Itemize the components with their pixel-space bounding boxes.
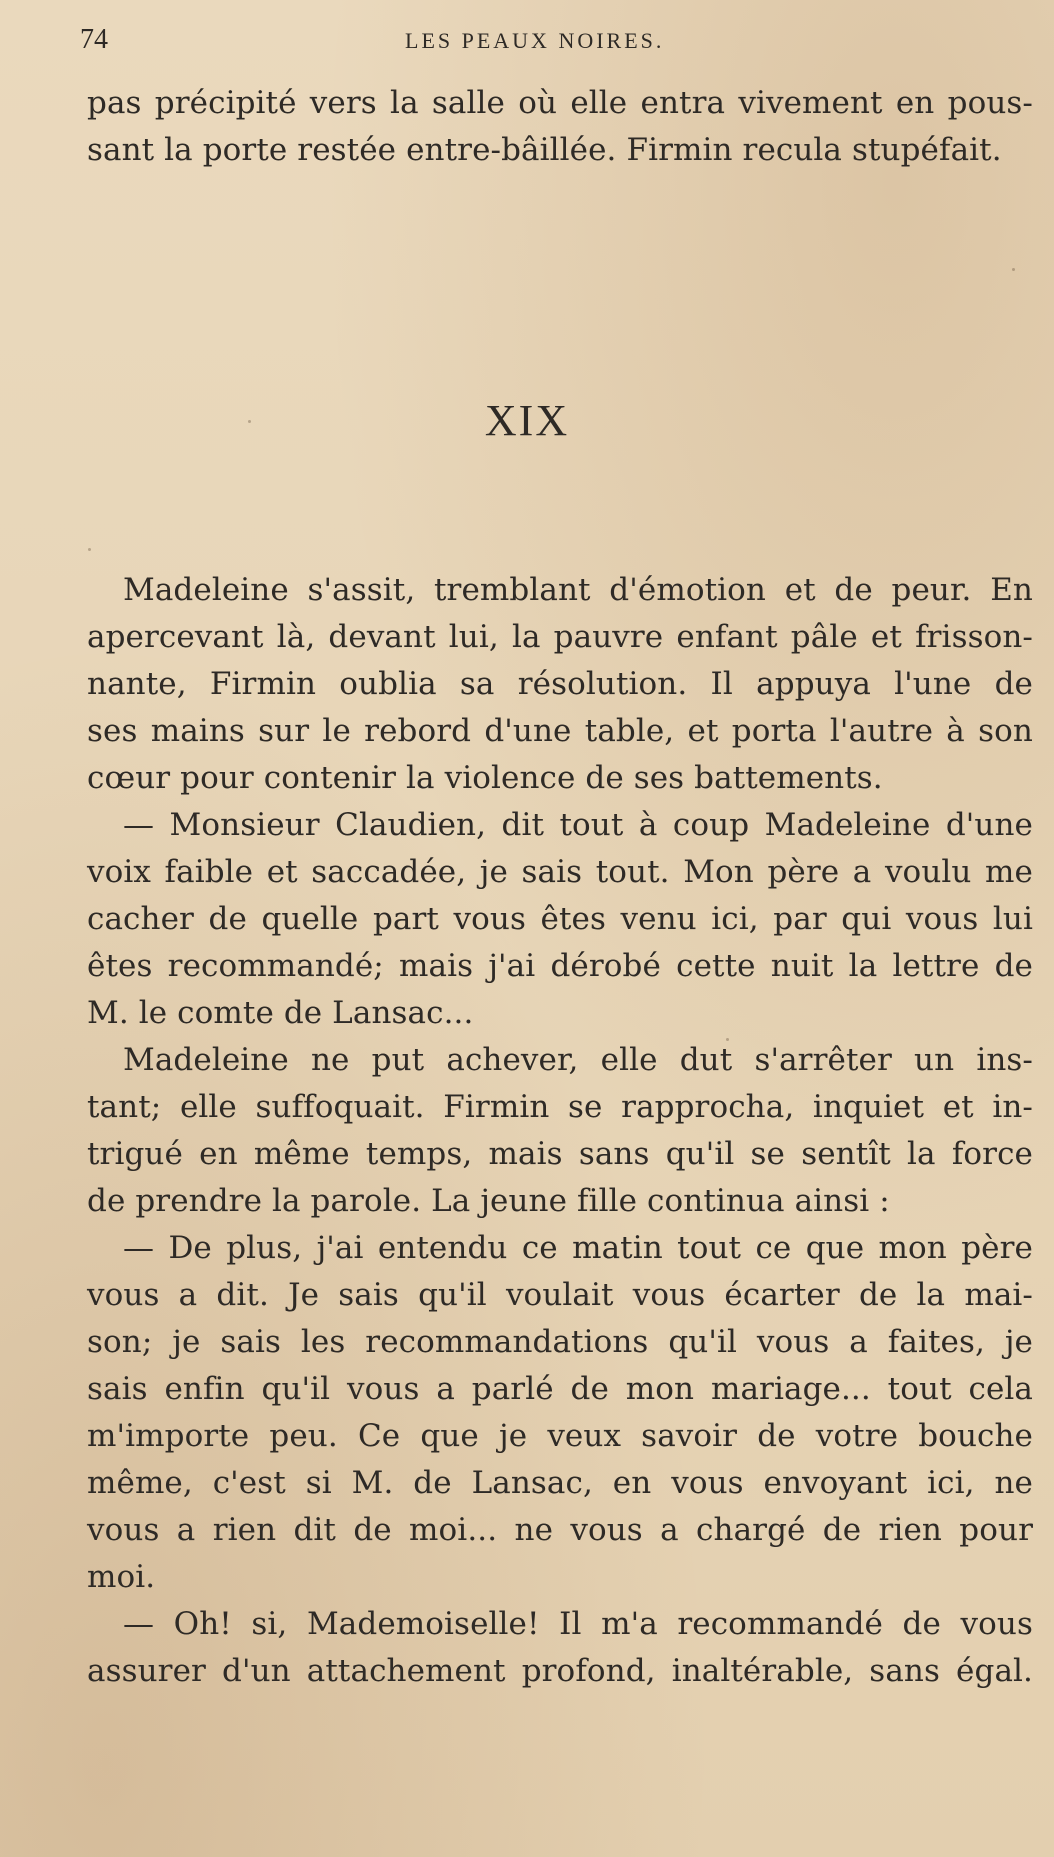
chapter-heading: XIX bbox=[484, 396, 570, 445]
top-paragraph bbox=[87, 80, 1033, 174]
text-line: vous a dit. Je sais qu'il voulait vous écarter de la mai- bbox=[87, 1277, 1033, 1313]
text-line: — Oh! si, Mademoiselle! Il m'a recommandé de vous bbox=[123, 1606, 1033, 1642]
paper-speck bbox=[248, 420, 251, 423]
page-number: 74 bbox=[80, 24, 108, 55]
running-head bbox=[80, 24, 980, 64]
text-line: cacher de quelle part vous êtes venu ici, par qui vous lui bbox=[87, 901, 1033, 937]
text-line: nante, Firmin oublia sa résolution. Il appuya l'une de bbox=[87, 666, 1033, 702]
paragraph bbox=[87, 802, 1033, 1037]
text-line: Madeleine ne put achever, elle dut s'arrêter un ins- bbox=[123, 1042, 1033, 1078]
text-line: — De plus, j'ai entendu ce matin tout ce que mon père bbox=[123, 1230, 1033, 1266]
text-line: apercevant là, devant lui, la pauvre enfant pâle et frisson- bbox=[87, 619, 1033, 655]
text-line: cœur pour contenir la violence de ses battements. bbox=[87, 760, 883, 796]
running-title: LES PEAUX NOIRES. bbox=[405, 28, 665, 53]
paragraph bbox=[87, 1037, 1033, 1225]
text-line: voix faible et saccadée, je sais tout. Mon père a voulu me bbox=[87, 854, 1033, 890]
text-line: son; je sais les recommandations qu'il vous a faites, je bbox=[87, 1324, 1033, 1360]
paper-speck bbox=[726, 1038, 729, 1041]
text-line: M. le comte de Lansac... bbox=[87, 995, 474, 1031]
text-line: ses mains sur le rebord d'une table, et porta l'autre à son bbox=[87, 713, 1033, 749]
paper-speck bbox=[1012, 268, 1015, 271]
paragraph bbox=[87, 567, 1033, 802]
text-line: Madeleine s'assit, tremblant d'émotion et de peur. En bbox=[123, 572, 1033, 608]
text-line: vous a rien dit de moi... ne vous a chargé de rien pour bbox=[87, 1512, 1033, 1548]
text-line: trigué en même temps, mais sans qu'il se sentît la force bbox=[87, 1136, 1033, 1172]
text-line: sais enfin qu'il vous a parlé de mon mariage... tout cela bbox=[87, 1371, 1033, 1407]
text-line: de prendre la parole. La jeune fille continua ainsi : bbox=[87, 1183, 890, 1219]
text-line: même, c'est si M. de Lansac, en vous envoyant ici, ne bbox=[87, 1465, 1033, 1501]
text-line: êtes recommandé; mais j'ai dérobé cette nuit la lettre de bbox=[87, 948, 1033, 984]
text-line: — Monsieur Claudien, dit tout à coup Madeleine d'une bbox=[123, 807, 1033, 843]
paragraph bbox=[87, 1225, 1033, 1601]
text-line: assurer d'un attachement profond, inaltérable, sans égal. bbox=[87, 1653, 1033, 1689]
text-line: m'importe peu. Ce que je veux savoir de votre bouche bbox=[87, 1418, 1033, 1454]
chapter-body bbox=[87, 567, 1033, 1695]
text-line: pas précipité vers la salle où elle entra vivement en pous- bbox=[87, 85, 1033, 121]
text-line: moi. bbox=[87, 1559, 156, 1595]
text-line: sant la porte restée entre-bâillée. Firmin recula stupéfait. bbox=[87, 132, 1002, 168]
paragraph bbox=[87, 1601, 1033, 1695]
paper-speck bbox=[88, 548, 91, 551]
text-line: tant; elle suffoquait. Firmin se rapprocha, inquiet et in- bbox=[87, 1089, 1033, 1125]
